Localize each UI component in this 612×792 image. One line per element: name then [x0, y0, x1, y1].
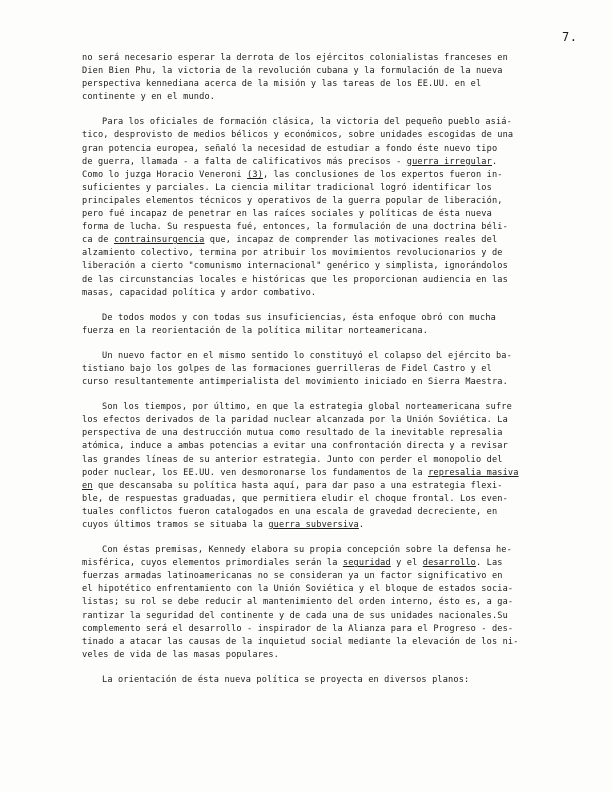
text-line: veles de vida de las masas populares.: [82, 649, 279, 660]
text-line: el hipotético enfrentamiento con la Unión Soviética y el bloque de estados socia-: [82, 584, 514, 595]
text-line: La orientación de ésta nueva política se proyecta en diversos planos:: [102, 674, 470, 685]
text-line: principales elementos técnicos y operativos de la guerra popular de liberación,: [82, 195, 503, 206]
text-line: ble, de respuestas graduadas, que permitiera eludir el choque frontal. Los even-: [82, 493, 508, 504]
text-line: continente y en el mundo.: [82, 92, 216, 103]
text-line: forma de lucha. Su respuesta fué, entonces, la formulación de una doctrina béli-: [82, 222, 508, 233]
text-line: misférica, cuyos elementos primordiales serán la seguridad y el desarrollo. Las: [82, 558, 503, 569]
page-number: 7.: [562, 30, 578, 44]
text-line: Un nuevo factor en el mismo sentido lo constituyó el colapso del ejército ba-: [102, 350, 512, 361]
paragraph: [82, 312, 592, 338]
paragraph: [82, 401, 592, 532]
text-line: suficientes y parciales. La ciencia militar tradicional logró identificar los: [82, 182, 492, 193]
text-line: Como lo juzga Horacio Veneroni (3), las conclusiones de los expertos fueron in-: [82, 169, 503, 180]
text-line: las grandes líneas de su anterior estrategia. Junto con perder el monopolio del: [82, 454, 503, 465]
paragraph: [82, 350, 592, 389]
text-line: poder nuclear, los EE.UU. ven desmoronarse los fundamentos de la represalia masiva: [82, 467, 519, 478]
text-line: tico, desprovisto de medios bélicos y económicos, sobre unidades escogidas de una: [82, 130, 514, 141]
text-line: fuerzas armadas latinoamericanas no se consideran ya un factor significativo en: [82, 571, 503, 582]
text-line: atómica, induce a ambas potencias a evitar una confrontación directa y a revisar: [82, 441, 508, 452]
text-line: Con éstas premisas, Kennedy elabora su propia concepción sobre la defensa he-: [102, 545, 512, 556]
text-line: Dien Bien Phu, la victoria de la revolución cubana y la formulación de la nueva: [82, 66, 503, 77]
text-line: Para los oficiales de formación clásica, la victoria del pequeño pueblo asiá-: [102, 117, 512, 128]
text-line: ca de contrainsurgencia que, incapaz de comprender las motivaciones reales del: [82, 235, 498, 246]
text-line: perspectiva kennediana acerca de la misión y las tareas de los EE.UU. en el: [82, 79, 482, 90]
text-line: curso resultantemente antimperialista del movimiento iniciado en Sierra Maestra.: [82, 377, 508, 388]
text-line: gran potencia europea, señaló la necesidad de estudiar a fondo éste nuevo tipo: [82, 143, 498, 154]
text-line: de guerra, llamada - a falta de calificativos más precisos - guerra irregular.: [82, 156, 498, 167]
text-line: masas, capacidad política y ardor combativo.: [82, 287, 317, 298]
text-line: no será necesario esperar la derrota de los ejércitos colonialistas franceses en: [82, 53, 508, 63]
text-line: alzamiento colectivo, termina por atribuir los movimientos revolucionarios y de: [82, 248, 503, 259]
text-line: liberación a cierto "comunismo internacional" genérico y simplista, ignorándolos: [82, 261, 508, 272]
text-line: cuyos últimos tramos se situaba la guerra subversiva.: [82, 520, 365, 530]
text-line: los efectos derivados de la paridad nuclear alcanzada por la Unión Soviética. La: [82, 415, 508, 426]
text-line: complemento será el desarrollo - inspirador de la Alianza para el Progreso - des-: [82, 623, 514, 634]
body-text: [82, 52, 592, 699]
text-line: Son los tiempos, por último, en que la estrategia global norteamericana sufre: [102, 402, 512, 413]
text-line: tistiano bajo los golpes de las formaciones guerrilleras de Fidel Castro y el: [82, 363, 492, 374]
paragraph: [82, 674, 592, 687]
text-line: rantizar la seguridad del continente y de cada una de sus unidades nacionales.Su: [82, 610, 508, 621]
paragraph: [82, 52, 592, 104]
text-line: de las circunstancias locales e históricas que les proporcionan audiencia en las: [82, 274, 508, 285]
text-line: en que descansaba su política hasta aquí, para dar paso a una estrategia flexi-: [82, 480, 503, 491]
text-line: fuerza en la reorientación de la política militar norteamericana.: [82, 325, 429, 336]
text-line: De todos modos y con todas sus insuficiencias, ésta enfoque obró con mucha: [102, 312, 496, 323]
text-line: pero fué incapaz de penetrar en las raíces sociales y políticas de ésta nueva: [82, 209, 492, 220]
paragraph: [82, 116, 592, 299]
text-line: tuales conflictos fueron catalogados en una escala de gravedad decreciente, en: [82, 506, 498, 517]
text-line: tinado a atacar las causas de la inquietud social mediante la elevación de los ni-: [82, 636, 519, 647]
text-line: listas; su rol se debe reducir al mantenimiento del orden interno, ésto es, a ga-: [82, 597, 514, 608]
paragraph: [82, 544, 592, 662]
text-line: perspectiva de una destrucción mutua como resultado de la inevitable represalia: [82, 428, 503, 439]
